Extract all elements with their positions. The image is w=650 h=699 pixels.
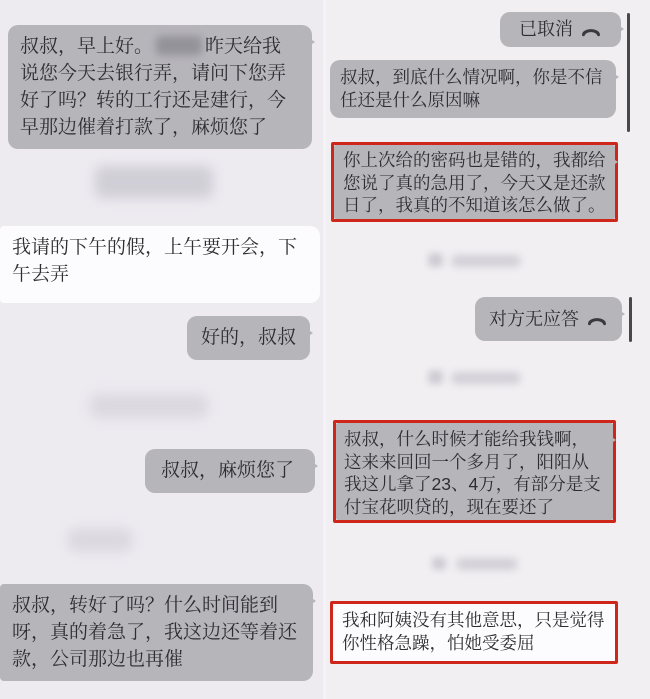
- cancelled-call-bubble[interactable]: [500, 12, 621, 47]
- redacted-message: [95, 166, 213, 198]
- message-bubble[interactable]: [187, 316, 310, 360]
- message-text: 昨天给我说您今天去银行弄，请问下您弄好了吗？转的工行还是建行，今早那边催着打款了，麻烦您了: [20, 36, 287, 138]
- highlight-box: [331, 142, 618, 222]
- message-bubble[interactable]: [334, 145, 615, 219]
- scrollbar-thumb[interactable]: [629, 297, 632, 342]
- redacted-message: [90, 394, 208, 418]
- redacted-message: [451, 255, 521, 267]
- highlight-box: [330, 601, 618, 664]
- message-text: 我和阿姨没有其他意思，只是觉得你性格急躁，怕她受委屈: [342, 610, 605, 653]
- redacted-message: [428, 253, 443, 267]
- message-bubble[interactable]: [0, 226, 320, 303]
- call-status-text: 对方无应答: [489, 308, 579, 329]
- message-bubble[interactable]: [336, 423, 613, 520]
- message-bubble[interactable]: [330, 60, 616, 118]
- message-text: 叔叔，什么时候才能给我钱啊，这来来回回一个多月了，阳阳从我这儿拿了23、4万，有部分是支付宝花呗贷的，现在要还了: [344, 429, 601, 517]
- message-bubble[interactable]: [8, 25, 312, 149]
- message-text: 叔叔，早上好。: [20, 36, 154, 57]
- message-text: 叔叔，转好了吗？什么时间能到呀，真的着急了，我这边还等着还款，公司那边也再催: [12, 595, 298, 670]
- message-text: 我请的下午的假，上午要开会，下午去弄: [12, 237, 298, 285]
- no-answer-call-bubble[interactable]: [475, 297, 622, 341]
- message-text: 你上次给的密码也是错的，我都给您说了真的急用了，今天又是还款日了，我真的不知道该怎么做了。: [343, 150, 606, 215]
- redacted-message: [456, 558, 518, 570]
- phone-icon: [586, 309, 608, 332]
- scrollbar-thumb[interactable]: [627, 13, 630, 132]
- message-bubble[interactable]: [145, 449, 315, 493]
- redacted-name: [156, 36, 202, 55]
- panel-seam: [323, 0, 326, 699]
- message-bubble[interactable]: [0, 584, 313, 681]
- redacted-message: [68, 528, 132, 552]
- message-text: 好的，叔叔: [201, 327, 297, 348]
- call-status-text: 已取消: [519, 19, 573, 40]
- message-text: 叔叔，到底什么情况啊，你是不信任还是什么原因嘛: [340, 67, 603, 110]
- message-bubble[interactable]: [333, 604, 615, 661]
- redacted-message: [432, 557, 446, 570]
- phone-icon: [580, 20, 602, 43]
- message-text: 叔叔，麻烦您了: [161, 460, 295, 481]
- redacted-message: [451, 372, 521, 384]
- highlight-box: [333, 420, 616, 523]
- redacted-message: [428, 370, 443, 384]
